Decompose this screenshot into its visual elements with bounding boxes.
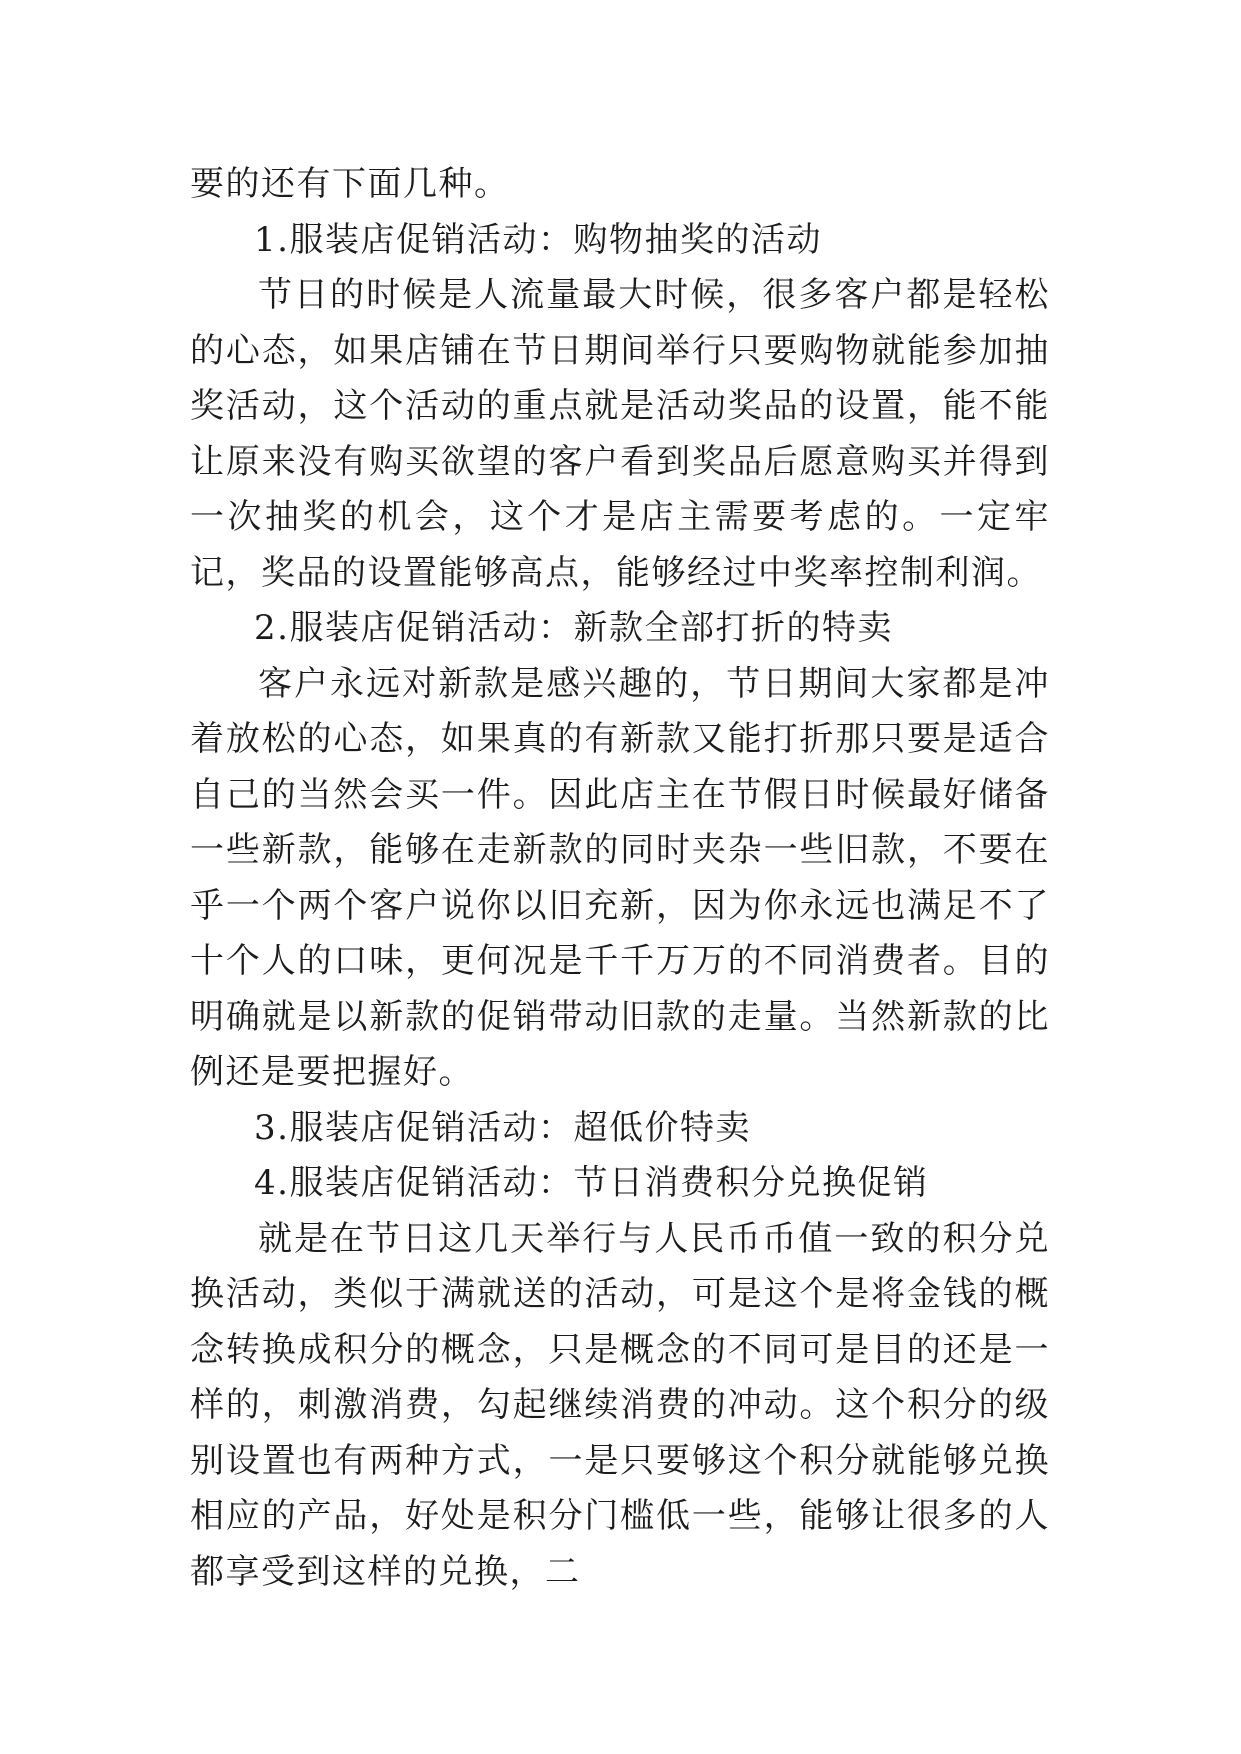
paragraph-lottery: 节日的时候是人流量最大时候，很多客户都是轻松的心态，如果店铺在节日期间举行只要购物就能参加抽奖活动，这个活动的重点就是活动奖品的设置，能不能让原来没有购买欲望的客户看到奖品后愿意购买并得到一次抽奖的机会，这个才是店主需要考虑的。一定牢记，奖品的设置能够高点，能够经过中奖率控制利润。	[190, 275, 1050, 593]
paragraph-points-exchange: 就是在节日这几天举行与人民币币值一致的积分兑换活动，类似于满就送的活动，可是这个是将金钱的概念转换成积分的概念，只是概念的不同可是目的还是一样的，刺激消费，勾起继续消费的冲动。这个积分的级别设置也有两种方式，一是只要够这个积分就能够兑换相应的产品，好处是积分门槛低一些，能够让很多的人都享受到这样的兑换，二	[190, 1218, 1050, 1592]
section-heading-1: 1.服装店促销活动：购物抽奖的活动	[254, 219, 822, 260]
paragraph-continuation: 要的还有下面几种。	[190, 164, 510, 204]
section-heading-3: 3.服装店促销活动：超低价特卖	[254, 1107, 751, 1148]
section-heading-4: 4.服装店促销活动：节日消费积分兑换促销	[254, 1163, 929, 1203]
document-body	[190, 157, 1050, 1600]
paragraph-new-arrivals: 客户永远对新款是感兴趣的，节日期间大家都是冲着放松的心态，如果真的有新款又能打折那只要是适合自己的当然会买一件。因此店主在节假日时候最好储备一些新款，能够在走新款的同时夹杂一些旧款，不要在乎一个两个客户说你以旧充新，因为你永远也满足不了十个人的口味，更何况是千千万万的不同消费者。目的明确就是以新款的促销带动旧款的走量。当然新款的比例还是要把握好。	[190, 663, 1050, 1092]
section-heading-2: 2.服装店促销活动：新款全部打折的特卖	[254, 608, 893, 648]
